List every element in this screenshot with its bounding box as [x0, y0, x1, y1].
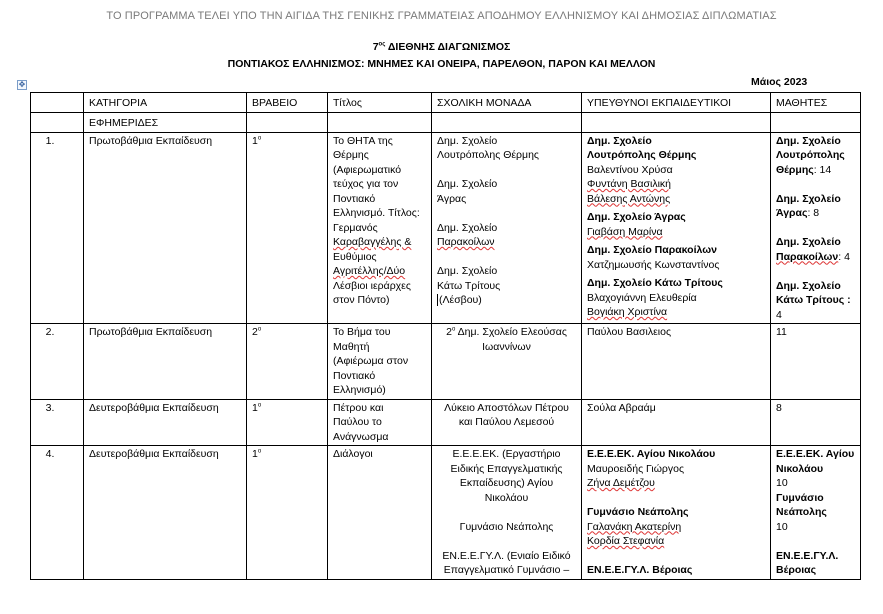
contest-title-text: ΔΙΕΘΝΗΣ ΔΙΑΓΩΝΙΣΜΟΣ — [385, 41, 511, 53]
row-teachers: Παύλου Βασιλειος — [582, 324, 771, 400]
table-header-row — [31, 93, 861, 113]
header-category: ΚΑΤΗΓΟΡΙΑ — [84, 93, 247, 113]
row-number: 3. — [31, 399, 84, 446]
table-row — [31, 324, 861, 400]
row-teachers: Σούλα Αβραάμ — [582, 399, 771, 446]
row-title: Πέτρου και Παύλου το Ανάγνωσμα — [328, 399, 432, 446]
program-header: ΤΟ ΠΡΟΓΡΑΜΜΑ ΤΕΛΕΙ ΥΠΟ ΤΗΝ ΑΙΓΙΔΑ ΤΗΣ ΓΕΝΙΚΗΣ ΓΡΑΜΜΑΤΕΙΑΣ ΑΠΟΔΗΜΟΥ ΕΛΛΗΝΙΣΜΟΥ ΚΑΙ ΔΗΜΟΣΙΑΣ ΔΙΠΛΩΜΑΤΙΑΣ — [106, 10, 777, 22]
table-row — [31, 399, 861, 446]
header-school: ΣΧΟΛΙΚΗ ΜΟΝΑΔΑ — [432, 93, 582, 113]
row-award: $1^o$ — [247, 399, 328, 446]
row-students: Δημ. Σχολείο Λουτρόπολης Θέρμης: 14 Δημ. Σχολείο Άγρας: 8 Δημ. Σχολείο Παρακοίλων: 4 Δημ. Σχολείο Κάτω Τρίτους : 4 — [771, 132, 861, 324]
row-award: $1^o$ — [247, 132, 328, 324]
row-number: 2. — [31, 324, 84, 400]
row-school: $2^o$ Δημ. Σχολείο Ελεούσας Ιωαννίνων — [432, 324, 582, 400]
row-school: Λύκειο Αποστόλων Πέτρου και Παύλου Λεμεσού — [432, 399, 582, 446]
section-row — [31, 112, 861, 132]
contest-title — [0, 41, 883, 53]
row-school: Ε.Ε.Ε.ΕΚ. (Εργαστήριο Ειδικής Επαγγελματικής Εκπαίδευσης) Αγίου Νικολάου Γυμνάσιο Νεάπολης ΕΝ.Ε.Ε.ΓΥ.Λ. (Ενιαίο Ειδικό Επαγγελματικό Γυμνάσιο – — [432, 446, 582, 580]
header-teachers: ΥΠΕΥΘΥΝΟΙ ΕΚΠΑΙΔΕΥΤΙΚΟΙ — [582, 93, 771, 113]
table-row — [31, 446, 861, 580]
contest-subtitle: ΠΟΝΤΙΑΚΟΣ ΕΛΛΗΝΙΣΜΟΣ: ΜΝΗΜΕΣ ΚΑΙ ΟΝΕΙΡΑ, ΠΑΡΕΛΘΟΝ, ΠΑΡΟΝ ΚΑΙ ΜΕΛΛΟΝ — [227, 58, 656, 70]
document-date: Μάιος 2023 — [751, 76, 808, 88]
contest-number: 7 — [372, 41, 379, 53]
row-category: Δευτεροβάθμια Εκπαίδευση — [84, 399, 247, 446]
header-number — [31, 93, 84, 113]
contest-number-suffix: ος — [378, 41, 386, 48]
row-number: 1. — [31, 132, 84, 324]
table-move-handle-icon[interactable]: ✥ — [18, 80, 26, 89]
row-award: $2^o$ — [247, 324, 328, 400]
row-category: Δευτεροβάθμια Εκπαίδευση — [84, 446, 247, 580]
header-students: ΜΑΘΗΤΕΣ — [771, 93, 861, 113]
row-award: $1^o$ — [247, 446, 328, 580]
row-number: 4. — [31, 446, 84, 580]
table-row — [31, 132, 861, 324]
row-students: 8 — [771, 399, 861, 446]
row-school: Δημ. Σχολείο Λουτρόπολης Θέρμης Δημ. Σχολείο Άγρας Δημ. Σχολείο Παρακοίλων Δημ. Σχολείο Κάτω Τρίτους (Λέσβου) — [432, 132, 582, 324]
row-teachers: Δημ. Σχολείο Λουτρόπολης Θέρμης Βαλεντίνου Χρύσα Φυντάνη Βασιλική Βάλεσης Αντώνης Δημ. Σχολείο Άγρας Γιαβάση Μαρίνα Δημ. Σχολείο Παρακοίλων Χατζημωυσής Κωνσταντίνος Δημ. Σχολείο Κάτω Τρίτους Βλαχογιάννη Ελευθερία Βογιάκη Χριστίνα — [582, 132, 771, 324]
row-title: Διάλογοι — [328, 446, 432, 580]
row-category: Πρωτοβάθμια Εκπαίδευση — [84, 132, 247, 324]
row-students: 11 — [771, 324, 861, 400]
row-teachers: Ε.Ε.Ε.ΕΚ. Αγίου Νικολάου Μαυροειδής Γιώργος Ζήνα Δεμέτζου Γυμνάσιο Νεάπολης Γαλανάκη Ακατερίνη Κορδία Στεφανία ΕΝ.Ε.Ε.ΓΥ.Λ. Βέροιας — [582, 446, 771, 580]
section-label: ΕΦΗΜΕΡΙΔΕΣ — [84, 112, 247, 132]
row-category: Πρωτοβάθμια Εκπαίδευση — [84, 324, 247, 400]
row-title: Το Βήμα του Μαθητή (Αφιέρωμα στον Ποντιακό Ελληνισμό) — [328, 324, 432, 400]
section-number-cell — [31, 112, 84, 132]
awards-table — [30, 92, 861, 580]
row-title: Το ΘΗΤΑ της Θέρμης (Αφιερωματικό τεύχος για τον Ποντιακό Ελληνισμό. Τίτλος: Γερμανός Καραβαγγέλης & Ευθύμιος Αγριτέλλης/Δύο Λέσβιοι ιεράρχες στον Πόντο) — [328, 132, 432, 324]
header-award: ΒΡΑΒΕΙΟ — [247, 93, 328, 113]
row-students: Ε.Ε.Ε.ΕΚ. Αγίου Νικολάου 10 Γυμνάσιο Νεάπολης 10 ΕΝ.Ε.Ε.ΓΥ.Λ. Βέροιας — [771, 446, 861, 580]
header-title: Τίτλος — [328, 93, 432, 113]
